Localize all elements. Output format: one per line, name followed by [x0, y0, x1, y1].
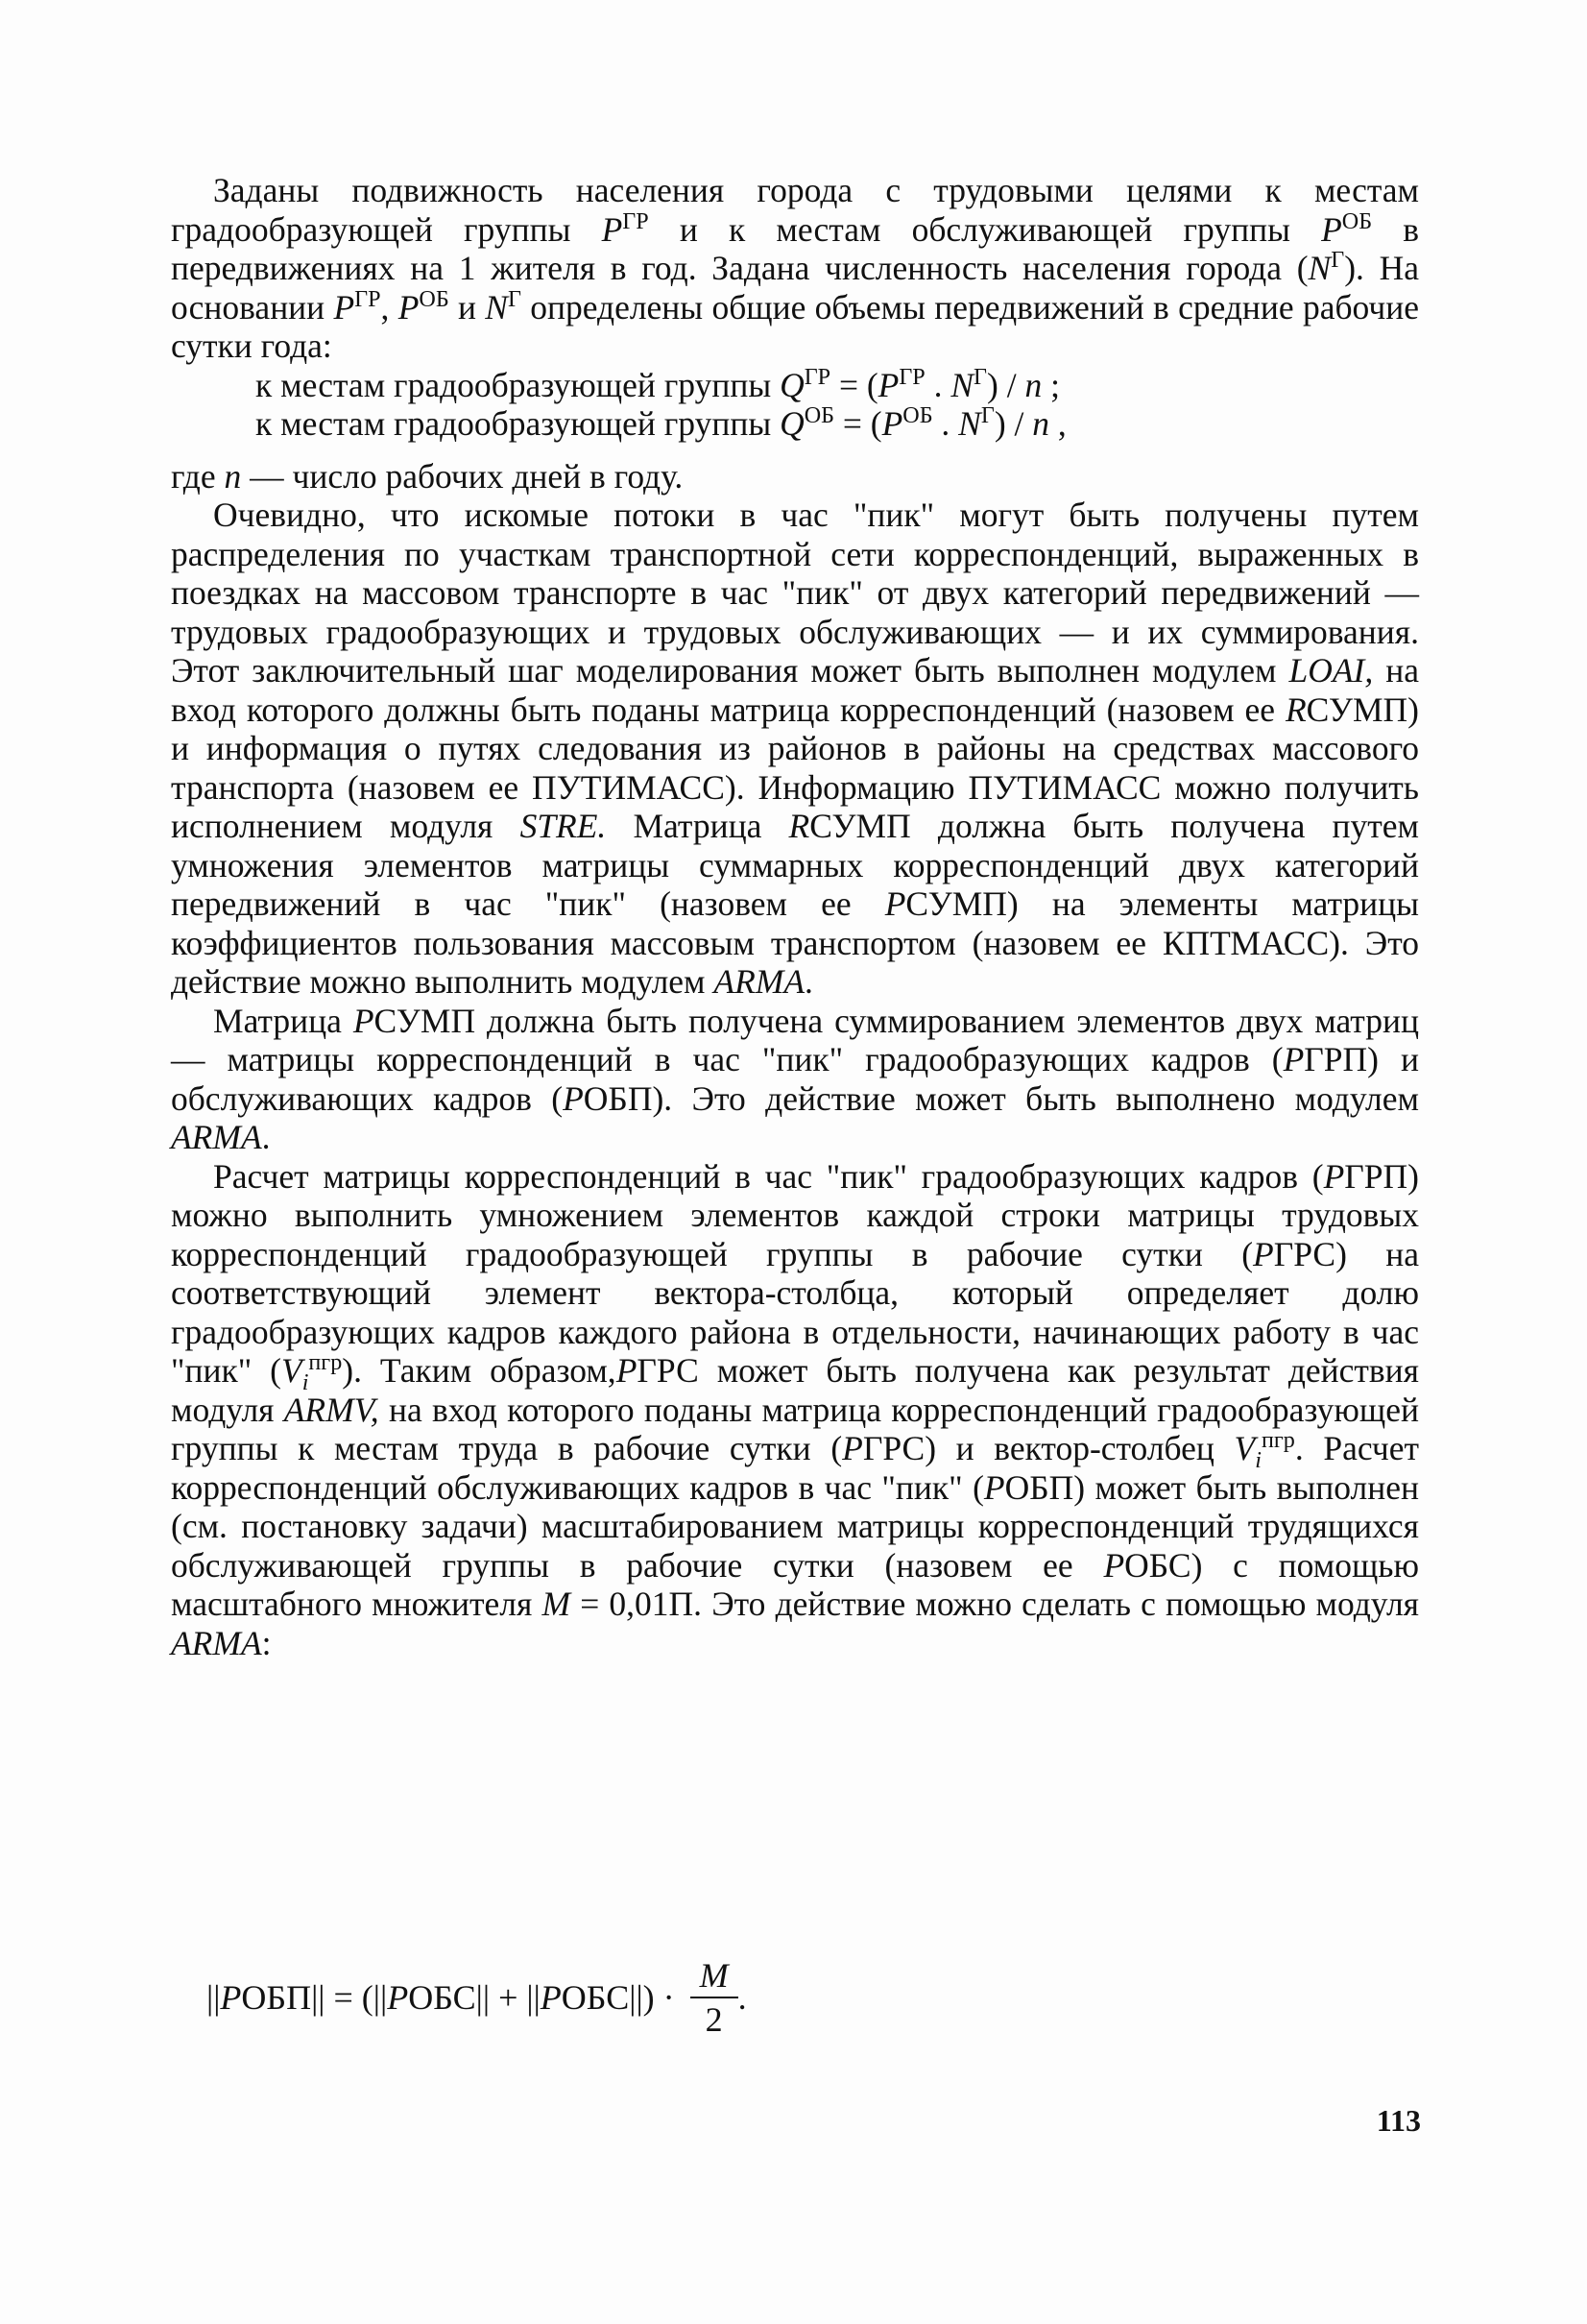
text-run: . — [261, 1118, 271, 1156]
symbol: P — [397, 287, 420, 327]
superscript: ОБ — [902, 402, 933, 429]
symbol: P — [1323, 1156, 1345, 1196]
text-run: определены общие объемы передвижений в средние рабочие сутки года: — [171, 287, 1419, 365]
symbol: n — [1032, 404, 1049, 443]
text-run: = ( — [833, 404, 882, 443]
symbol: M — [541, 1585, 571, 1623]
text-run: ) / — [994, 404, 1033, 443]
text-run: ГРП) можно выполнить умножением элементов каждой строки матрицы трудовых корреспонденций градообразующей группы в рабочие сутки ( — [171, 1156, 1419, 1273]
symbol: V — [281, 1351, 302, 1390]
superscript: пгр — [1261, 1427, 1295, 1454]
symbol: N — [950, 365, 974, 404]
superscript: ГР — [354, 285, 381, 312]
symbol: P — [220, 1978, 242, 2017]
module-name: LOAI, — [1288, 651, 1374, 690]
text-run: . Расчет корреспонденций обслуживающих кадров в час "пик" ( — [171, 1429, 1419, 1507]
superscript: пгр — [308, 1349, 343, 1376]
text-run: ОБС|| + || — [408, 1978, 541, 2017]
text-run: ; — [1042, 365, 1060, 404]
symbol: P — [983, 1467, 1005, 1507]
text-run: СУМП) и информация о путях следования из районов в районы на средствах массового транспорта (назовем ее ПУТИМАСС). Информацию ПУТИМАСС можно получить исполнением модуля — [171, 690, 1419, 845]
text-run: в передвижениях на 1 жителя в год. Задана численность населения города ( — [171, 209, 1419, 287]
text-run: ОБС) с помощью масштабного множителя — [171, 1545, 1419, 1623]
text-run: ГРС может быть получена как результат действия модуля — [171, 1351, 1419, 1429]
module-name: ARMA — [713, 962, 806, 1001]
symbol: P — [881, 404, 903, 443]
text-run: ) / — [987, 365, 1025, 404]
text-run: — число рабочих дней в году. — [241, 456, 684, 496]
subscript: i — [1255, 1447, 1262, 1474]
symbol: V — [1234, 1429, 1256, 1467]
text-run: ОБП|| = (|| — [241, 1978, 388, 2017]
paragraph-3 — [171, 496, 1419, 1002]
module-name: ARMV, — [283, 1390, 379, 1429]
text-run: . — [932, 404, 959, 443]
symbol: n — [1024, 365, 1043, 404]
superscript: Г — [974, 363, 987, 390]
formula-pobp — [206, 1945, 747, 2050]
symbol: P — [563, 1078, 584, 1118]
text-run: ОБП) может быть выполнен (см. постановку задачи) масштабированием матрицы корреспонденций трудящихся обслуживающей группы в рабочие сутки (назовем ее — [171, 1467, 1419, 1585]
text-run: к местам градообразующей группы — [255, 365, 781, 404]
symbol: P — [884, 884, 906, 923]
symbol: N — [1308, 249, 1332, 287]
text-run: = 0,01П. Это действие можно сделать с помощью модуля — [570, 1585, 1419, 1623]
symbol: P — [615, 1351, 637, 1390]
symbol: P — [352, 1001, 374, 1040]
module-name: ARMA — [171, 1623, 262, 1662]
text-run: . — [737, 1978, 747, 2017]
superscript: ОБ — [804, 402, 834, 429]
text-run: ). Таким образом, — [342, 1351, 616, 1390]
symbol: P — [601, 209, 623, 249]
text-run: СУМП) на элементы матрицы коэффициентов пользования массовым транспортом (назовем ее КПТМАСС). Это действие можно выполнить модулем — [171, 884, 1419, 1001]
paragraph-2 — [171, 457, 1419, 496]
symbol: N — [485, 287, 508, 327]
symbol: P — [878, 365, 900, 404]
superscript: ОБ — [419, 285, 449, 312]
paragraph-1 — [171, 171, 1419, 366]
text-run: ОБС||) · — [561, 1978, 675, 2017]
text-run: к местам градообразующей группы — [255, 404, 781, 443]
symbol: P — [842, 1429, 863, 1467]
text-run: на вход которого поданы матрица корреспонденций градообразующей группы к местам труда в рабочие сутки ( — [171, 1390, 1419, 1467]
text-run: и — [448, 287, 486, 327]
text-run: = ( — [830, 365, 878, 404]
superscript: Г — [1331, 247, 1345, 274]
text-run: на вход которого должны быть поданы матрица корреспонденций (назовем ее — [171, 651, 1419, 729]
text-run: ГРС) и вектор-столбец — [862, 1429, 1235, 1467]
formula-q-gr — [171, 363, 1419, 405]
text-run: Расчет матрицы корреспонденций в час "пик" градообразующих кадров ( — [213, 1156, 1324, 1196]
body-text — [171, 171, 1419, 1662]
symbol: n — [224, 456, 242, 496]
text-run: Заданы подвижность населения города с трудовыми целями к местам градообразующей группы — [171, 171, 1419, 249]
text-run: и к местам обслуживающей группы — [648, 209, 1322, 249]
symbol: R — [1285, 690, 1307, 729]
superscript: ОБ — [1341, 207, 1373, 234]
text-run: ). На основании — [171, 249, 1420, 327]
text-run: Матрица — [213, 1001, 353, 1040]
superscript: Г — [507, 285, 521, 312]
superscript: Г — [980, 402, 995, 429]
symbol: P — [1283, 1040, 1305, 1078]
text-run: || — [206, 1978, 221, 2017]
symbol: R — [788, 807, 810, 845]
text-run: . — [805, 962, 813, 1001]
text-run: Очевидно, что искомые потоки в час "пик" могут быть получены путем распределения по участкам транспортной сети корреспонденций, выраженных в поездках на массовом транспорте в час "пик" от двух категорий передвижений — трудовых градообразующих и трудовых обслуживающих — и их суммирования. Этот заключительный шаг моделирования может быть выполнен модулем — [171, 496, 1419, 690]
text-run: СУМП должна быть получена суммированием элементов двух матриц — матрицы корреспонденций в час "пик" градообразующих кадров ( — [171, 1001, 1419, 1078]
symbol: P — [1321, 209, 1342, 249]
superscript: ГР — [899, 363, 926, 390]
subscript: i — [301, 1369, 309, 1396]
symbol: P — [1253, 1234, 1274, 1273]
superscript: ГР — [804, 363, 831, 390]
formula-q-ob — [171, 404, 1419, 444]
module-name: ARMA — [171, 1118, 262, 1156]
text-run: где — [171, 456, 225, 496]
paragraph-5 — [171, 1157, 1419, 1663]
text-run: : — [261, 1623, 272, 1662]
text-run: Матрица — [606, 807, 789, 845]
symbol: P — [1103, 1545, 1125, 1585]
text-run: ГРП) и обслуживающих кадров ( — [171, 1040, 1419, 1118]
symbol: P — [387, 1978, 409, 2017]
text-run: , — [380, 287, 398, 327]
symbol: Q — [780, 365, 805, 404]
text-run: ОБП). Это действие может быть выполнено модулем — [583, 1078, 1419, 1118]
symbol: P — [540, 1978, 562, 2017]
text-run: ГРС) на соответствующий элемент вектора-столбца, который определяет долю градообразующих кадров каждого района в отдельности, начинающих работу в час "пик" ( — [171, 1234, 1419, 1390]
module-name: STRE. — [519, 807, 607, 845]
text-run: , — [1049, 404, 1067, 443]
fraction-denominator: 2 — [705, 2000, 723, 2039]
fraction — [690, 1954, 738, 2041]
text-run: СУМП должна быть получена путем умножения элементов матрицы суммарных корреспонденций двух категорий передвижений в час "пик" (назовем ее — [171, 807, 1419, 923]
superscript: ГР — [622, 207, 649, 234]
symbol: P — [333, 287, 355, 327]
symbol: Q — [780, 404, 805, 443]
paragraph-4 — [171, 1002, 1419, 1157]
page-number: 113 — [1376, 2103, 1421, 2138]
symbol: N — [958, 404, 981, 443]
fraction-numerator: M — [690, 1954, 738, 1998]
text-run: . — [925, 365, 951, 404]
